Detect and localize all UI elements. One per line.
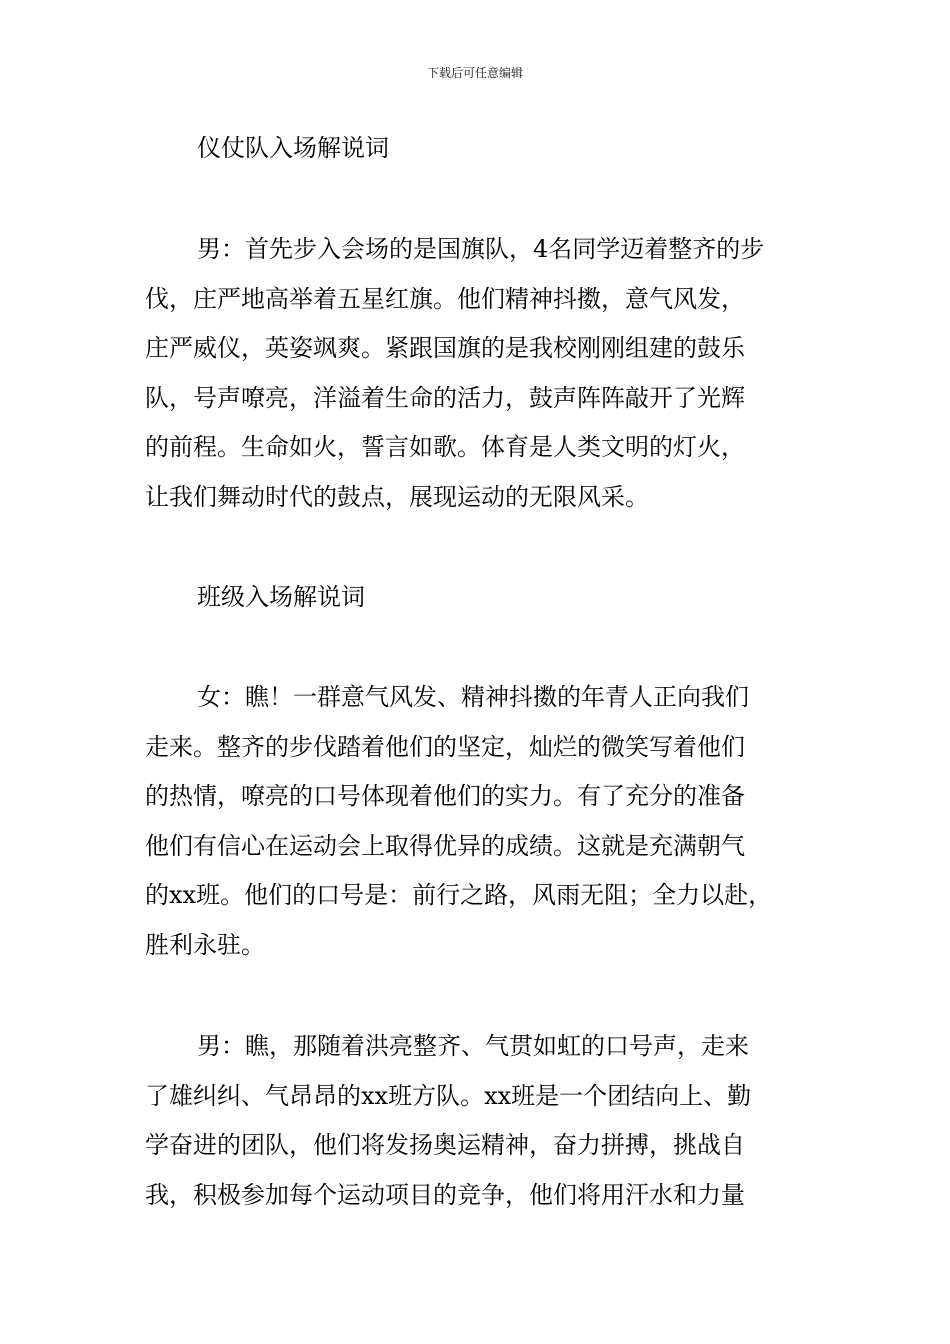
- paragraph-line: 男：瞧，那随着洪亮整齐、气贯如虹的口号声，走来: [197, 1032, 749, 1060]
- paragraph-line: 我，积极参加每个运动项目的竞争，他们将用汗水和力量: [145, 1180, 745, 1209]
- paragraph-line: 队，号声嘹亮，洋溢着生命的活力，鼓声阵阵敲开了光辉: [145, 383, 745, 412]
- section-heading-class-entry: 班级入场解说词: [197, 583, 365, 611]
- paragraph-line: 的xx班。他们的口号是：前行之路，风雨无阻；全力以赴，: [145, 881, 773, 910]
- paragraph-line: 女：瞧！一群意气风发、精神抖擞的年青人正向我们: [197, 683, 749, 711]
- section-heading-honor-guard: 仪仗队入场解说词: [197, 134, 389, 162]
- paragraph-line: 他们有信心在运动会上取得优异的成绩。这就是充满朝气: [145, 831, 745, 860]
- paragraph-line: 的前程。生命如火，誓言如歌。体育是人类文明的灯火，: [145, 433, 745, 462]
- header-note: 下载后可任意编辑: [426, 66, 523, 80]
- paragraph-line: 伐，庄严地高举着五星红旗。他们精神抖擞，意气风发，: [145, 284, 745, 313]
- paragraph-honor-guard: [145, 225, 825, 523]
- paragraph-class-entry-female: [145, 673, 825, 971]
- paragraph-class-entry-male: [145, 1022, 825, 1220]
- paragraph-line: 走来。整齐的步伐踏着他们的坚定，灿烂的微笑写着他们: [145, 732, 745, 761]
- paragraph-line: 胜利永驻。: [145, 930, 265, 959]
- paragraph-line: 让我们舞动时代的鼓点，展现运动的无限风采。: [145, 482, 649, 511]
- paragraph-line: 了雄纠纠、气昂昂的xx班方队。xx班是一个团结向上、勤: [145, 1081, 752, 1110]
- paragraph-line: 学奋进的团队，他们将发扬奥运精神，奋力拼搏，挑战自: [145, 1131, 745, 1160]
- paragraph-line: 庄严威仪，英姿飒爽。紧跟国旗的是我校刚刚组建的鼓乐: [145, 334, 745, 363]
- paragraph-line: 男：首先步入会场的是国旗队，4名同学迈着整齐的步: [197, 235, 765, 263]
- paragraph-line: 的热情，嘹亮的口号体现着他们的实力。有了充分的准备: [145, 782, 745, 811]
